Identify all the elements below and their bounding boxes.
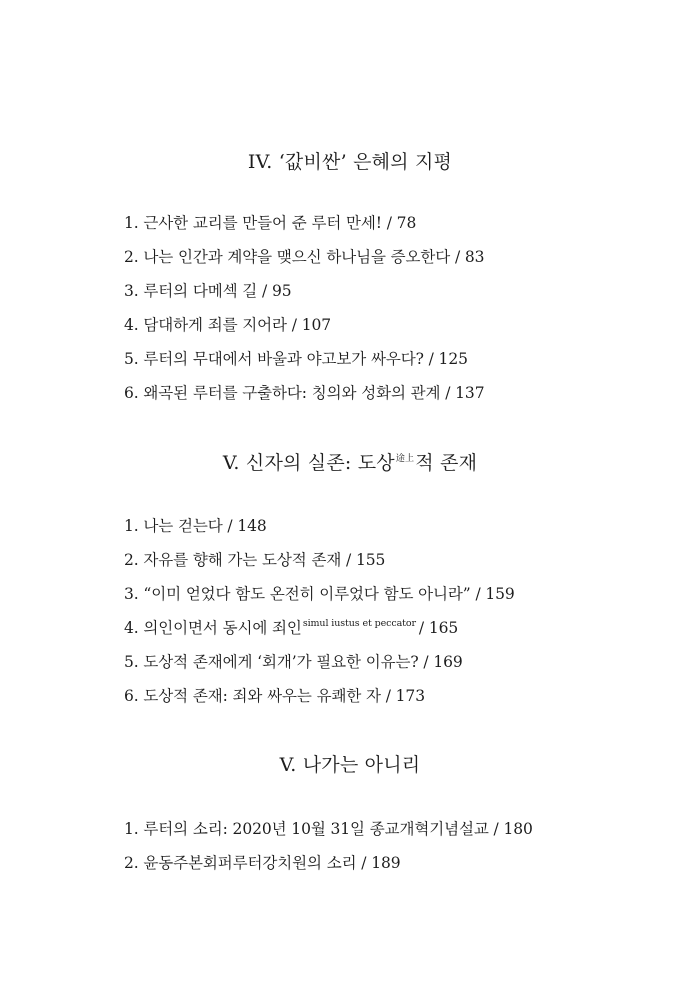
toc-entry: 1. 근사한 교리를 만들어 준 루터 만세! / 78 bbox=[124, 214, 417, 232]
toc-entry: 3. 루터의 다메섹 길 / 95 bbox=[124, 282, 292, 300]
toc-entry-latin: simul iustus et peccator bbox=[302, 618, 416, 629]
toc-entry: 2. 자유를 향해 가는 도상적 존재 / 155 bbox=[124, 551, 386, 569]
toc-entry: 2. 윤동주본회퍼루터강치원의 소리 / 189 bbox=[124, 854, 401, 872]
toc-entry-page: / 165 bbox=[418, 619, 459, 637]
toc-entry: 6. 도상적 존재: 죄와 싸우는 유쾌한 자 / 173 bbox=[124, 687, 425, 705]
section-closing-title: V. 나가는 아니리 bbox=[279, 754, 421, 776]
section-v-title bbox=[0, 448, 700, 475]
section-iv-title: IV. ‘값비싼’ 은혜의 지평 bbox=[247, 151, 453, 173]
toc-entry: 4. 담대하게 죄를 지어라 / 107 bbox=[124, 316, 331, 334]
toc-entry: 5. 도상적 존재에게 ‘회개’가 필요한 이유는? / 169 bbox=[124, 653, 463, 671]
section-v-title-hanja: 途上 bbox=[395, 454, 415, 464]
toc-entry: 1. 나는 걷는다 / 148 bbox=[124, 517, 267, 535]
section-v-title-main: V. 신자의 실존: 도상 bbox=[222, 452, 395, 474]
toc-entry: 1. 루터의 소리: 2020년 10월 31일 종교개혁기념설교 / 180 bbox=[124, 820, 533, 838]
toc-entry-main: 4. 의인이면서 동시에 죄인 bbox=[124, 619, 302, 637]
toc-entry: 3. “이미 얻었다 함도 온전히 이루었다 함도 아니라” / 159 bbox=[124, 585, 515, 603]
toc-entry: 2. 나는 인간과 계약을 맺으신 하나님을 증오한다 / 83 bbox=[124, 248, 485, 266]
section-v-title-tail: 적 존재 bbox=[415, 452, 478, 474]
toc-entry: 6. 왜곡된 루터를 구출하다: 칭의와 성화의 관계 / 137 bbox=[124, 384, 485, 402]
toc-entry bbox=[124, 616, 458, 638]
toc-entry: 5. 루터의 무대에서 바울과 야고보가 싸우다? / 125 bbox=[124, 350, 468, 368]
